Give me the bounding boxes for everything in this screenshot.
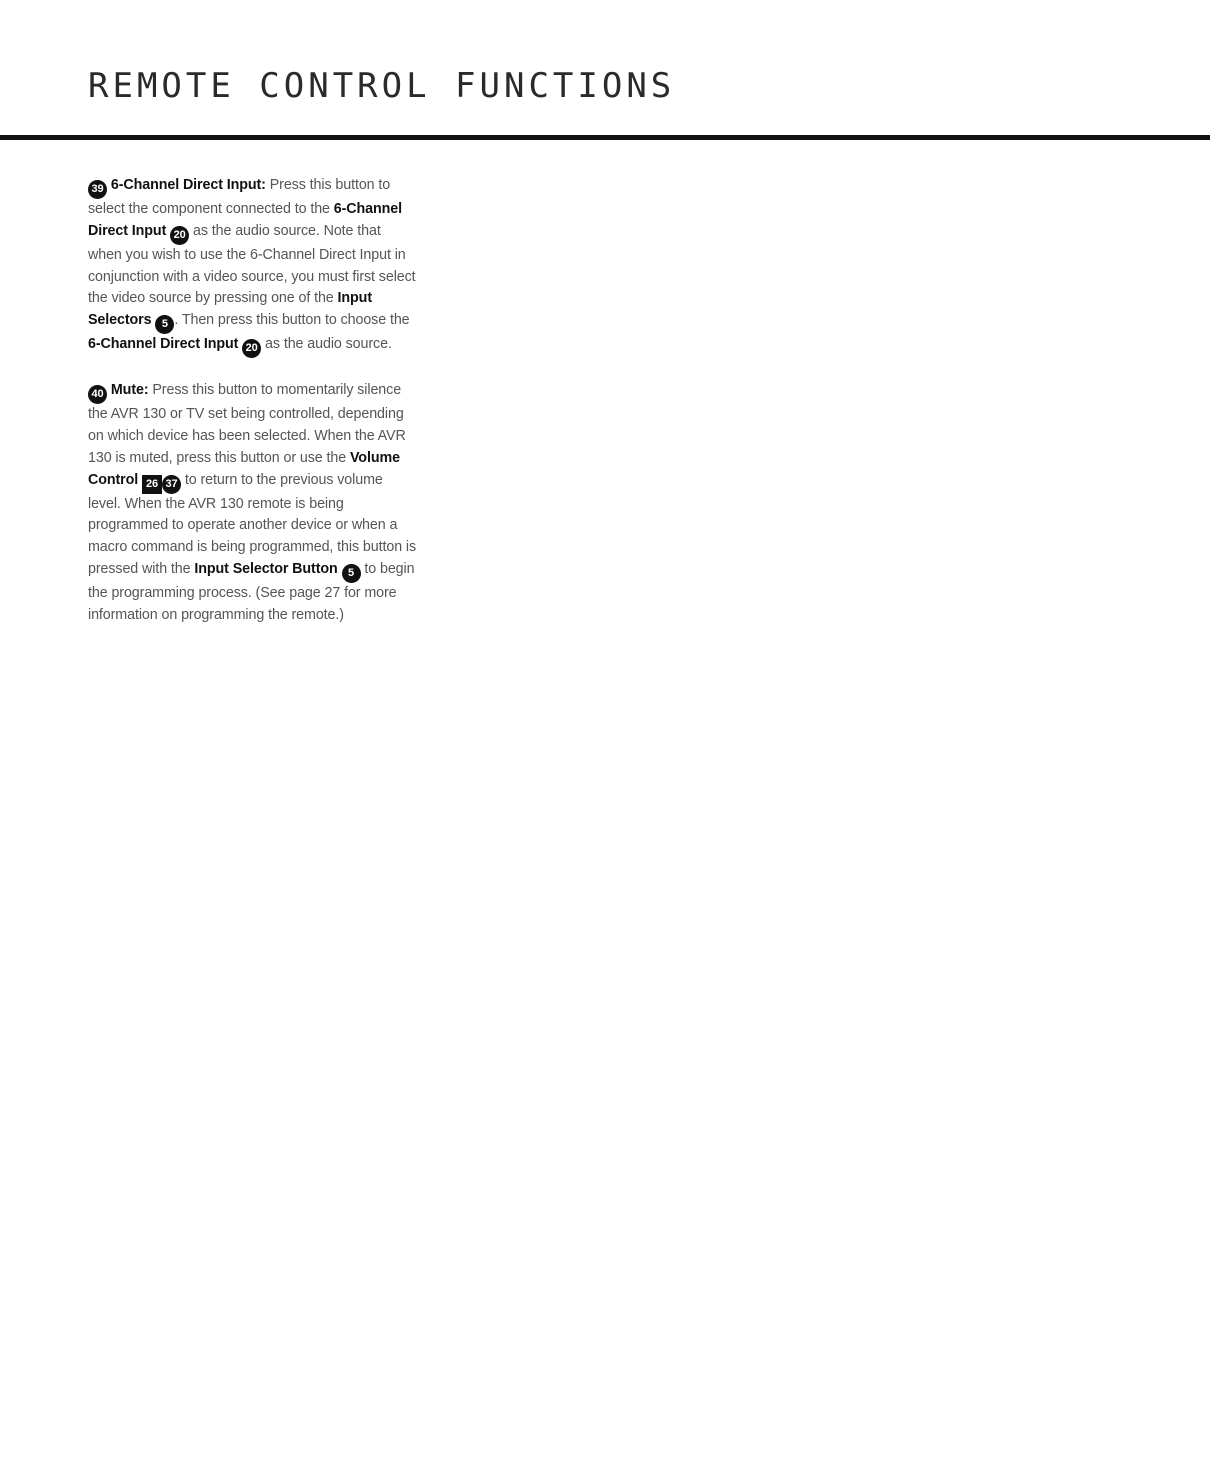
body-text: to begin the programming process. (See page 27 for more information on programming the remote.): [88, 560, 415, 623]
reference-number-badge: 20: [242, 339, 261, 358]
body-text: Press this button to momentarily silence the AVR 130 or TV set being controlled, depending on which device has been selected. When the AVR 130 is muted, press this button or use the: [88, 382, 406, 466]
control-reference: Input Selector Button: [194, 560, 338, 577]
reference-number-square-badge: 26: [142, 475, 162, 494]
item-number-badge: 39: [88, 180, 107, 199]
item-39-paragraph: [88, 175, 418, 358]
control-reference: Input Selectors: [88, 290, 372, 329]
reference-number-badge: 5: [342, 564, 361, 583]
item-40-paragraph: [88, 380, 418, 626]
item-term: Mute:: [110, 382, 149, 399]
body-text: as the audio source. Note that when you wish to use the 6-Channel Direct Input in conjunction with a video source, you must first select the video source by pressing one of the: [88, 222, 416, 307]
reference-number-badge: 20: [170, 226, 189, 245]
body-text: to return to the previous volume level. When the AVR 130 remote is being programmed to operate another device or when a macro command is being programmed, this button is pressed with the: [88, 471, 417, 577]
body-text: as the audio source.: [261, 336, 392, 353]
text-column: [88, 175, 418, 649]
page-title: REMOTE CONTROL FUNCTIONS: [88, 66, 676, 106]
reference-number-badge: 5: [155, 315, 174, 334]
item-number-badge: 40: [88, 385, 107, 404]
body-text: Press this button to select the component connected to the: [88, 177, 391, 217]
item-term: 6-Channel Direct Input:: [110, 177, 266, 193]
control-reference: Volume Control: [88, 449, 400, 488]
reference-number-badge: 37: [162, 475, 181, 494]
header-rule: [0, 135, 1210, 140]
control-reference: 6-Channel Direct Input: [88, 201, 402, 239]
body-text: . Then press this button to choose the: [174, 312, 410, 329]
control-reference: 6-Channel Direct Input: [88, 336, 239, 353]
